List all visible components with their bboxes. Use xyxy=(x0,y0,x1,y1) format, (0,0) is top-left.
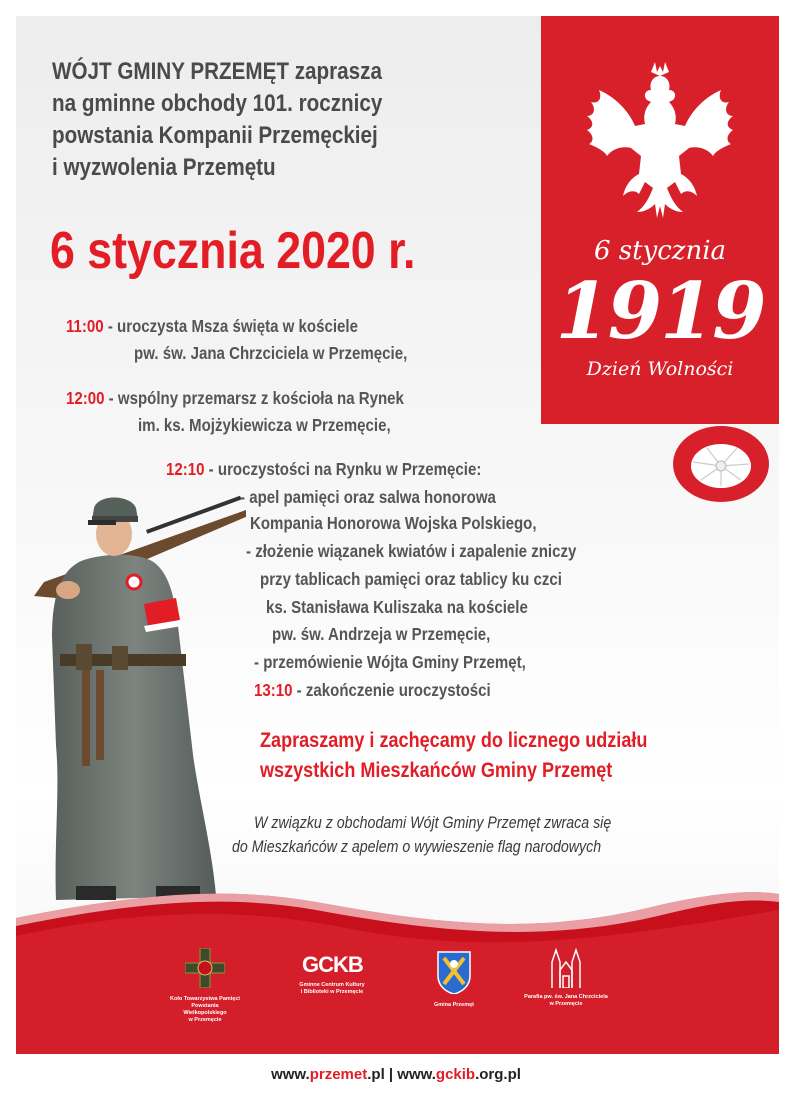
logo-cross-caption xyxy=(170,996,240,1024)
link-gckib-name: gckib xyxy=(435,1066,476,1083)
logo-cross-caption-1: Koło Towarzystwa Pamięci xyxy=(170,996,240,1002)
schedule-row-8 xyxy=(246,541,576,561)
link-gckib[interactable] xyxy=(397,1066,521,1083)
intro-invites: zaprasza xyxy=(288,58,382,85)
banner-subtitle: Dzień Wolności xyxy=(586,358,734,380)
schedule-text-3: - wspólny przemarsz z kościoła na Rynek xyxy=(104,388,404,408)
schedule-row-13 xyxy=(254,680,491,700)
schedule-text-7: Kompania Honorowa Wojska Polskiego, xyxy=(250,513,537,533)
schedule-row-10 xyxy=(266,597,528,617)
logo-gckb-mark: GCKB xyxy=(302,952,363,977)
schedule-time-5: 12:10 xyxy=(166,459,205,479)
schedule-time-3: 12:00 xyxy=(66,388,105,408)
logo-cross-caption-2: Powstania Wielkopolskiego xyxy=(183,1003,227,1016)
logo-cross-caption-3: w Przemęcie xyxy=(188,1017,222,1023)
logo-parish xyxy=(524,946,608,1026)
intro-organizer: WÓJT GMINY PRZEMĘT xyxy=(52,58,289,85)
logo-parish-caption-2: w Przemęcie xyxy=(549,1001,583,1007)
schedule-text-5: - uroczystości na Rynku w Przemęcie: xyxy=(204,459,482,479)
invitation-line-1: Zapraszamy i zachęcamy do licznego udziału xyxy=(260,729,648,752)
polish-flag-wave xyxy=(16,866,779,1054)
logo-gckb-caption xyxy=(296,982,368,996)
soldier-illustration xyxy=(16,486,246,906)
red-banner xyxy=(541,16,779,424)
link-gckib-tld: .org.pl xyxy=(475,1066,521,1083)
appeal-line-2: do Mieszkańców z apelem o wywieszenie flag narodowych xyxy=(232,838,602,856)
link-przemet-tld: .pl xyxy=(367,1066,385,1083)
schedule-text-8: - złożenie wiązanek kwiatów i zapalenie zniczy xyxy=(246,541,577,561)
logo-gckb-caption-1: Gminne Centrum Kultury xyxy=(299,982,365,988)
coat-of-arms-icon xyxy=(436,950,472,994)
schedule-text-6: - apel pamięci oraz salwa honorowa xyxy=(240,487,496,507)
schedule-time-13: 13:10 xyxy=(254,680,293,700)
schedule-row-4 xyxy=(138,415,391,435)
schedule-text-9: przy tablicach pamięci oraz tablicy ku czci xyxy=(260,569,562,589)
schedule-row-11 xyxy=(272,624,490,644)
link-przemet[interactable] xyxy=(271,1066,385,1083)
schedule-text-12: - przemówienie Wójta Gminy Przemęt, xyxy=(254,652,526,672)
logo-gckb-caption-2: i Biblioteki w Przemęcie xyxy=(300,989,364,995)
logo-gmina xyxy=(424,950,484,1030)
schedule-row-6 xyxy=(240,487,496,507)
schedule-row-7 xyxy=(250,513,537,533)
banner-year: 1919 xyxy=(555,266,765,357)
logo-parish-caption-1: Parafia pw. św. Jana Chrzciciela xyxy=(524,994,608,1000)
intro-line-2: na gminne obchody 101. rocznicy xyxy=(52,90,383,117)
schedule-time-1: 11:00 xyxy=(66,316,104,336)
logo-parish-caption xyxy=(524,994,608,1008)
link-gckib-prefix: www. xyxy=(397,1066,436,1083)
schedule-row-5 xyxy=(166,459,481,479)
schedule-row-3 xyxy=(66,388,404,408)
schedule-text-1: - uroczysta Msza święta w kościele xyxy=(103,316,358,336)
cockade-icon xyxy=(671,424,771,504)
schedule-text-10: ks. Stanisława Kuliszaka na kościele xyxy=(266,597,528,617)
logo-gckb xyxy=(296,950,368,1020)
schedule-text-2: pw. św. Jana Chrzciciela w Przemęcie, xyxy=(134,343,408,363)
link-przemet-name: przemet xyxy=(309,1066,368,1083)
schedule-text-11: pw. św. Andrzeja w Przemęcie, xyxy=(272,624,491,644)
cross-icon xyxy=(185,948,225,988)
schedule-row-9 xyxy=(260,569,562,589)
footer-separator: | xyxy=(384,1066,398,1083)
schedule-row-12 xyxy=(254,652,526,672)
event-date: 6 stycznia 2020 r. xyxy=(50,222,416,280)
poster-frame xyxy=(16,16,779,1054)
logo-gmina-caption: Gmina Przemęt xyxy=(433,1002,475,1008)
logo-insurgents-cross xyxy=(170,948,240,1028)
intro-line-3: powstania Kompanii Przemęckiej xyxy=(52,122,378,149)
schedule-row-1 xyxy=(66,316,358,336)
schedule-text-13: - zakończenie uroczystości xyxy=(292,680,491,700)
white-eagle-icon xyxy=(579,56,741,226)
appeal-line-1: W związku z obchodami Wójt Gminy Przemęt zwraca się xyxy=(254,814,612,832)
footer-websites xyxy=(0,1066,792,1083)
banner-date: 6 stycznia xyxy=(593,236,727,266)
schedule-row-2 xyxy=(134,343,407,363)
link-przemet-prefix: www. xyxy=(271,1066,310,1083)
invitation-line-2: wszystkich Mieszkańców Gminy Przemęt xyxy=(260,759,613,782)
church-icon xyxy=(546,946,586,988)
schedule-text-4: im. ks. Mojżykiewicza w Przemęcie, xyxy=(138,415,391,435)
intro-line-4: i wyzwolenia Przemętu xyxy=(52,154,276,181)
intro-heading xyxy=(52,56,382,184)
